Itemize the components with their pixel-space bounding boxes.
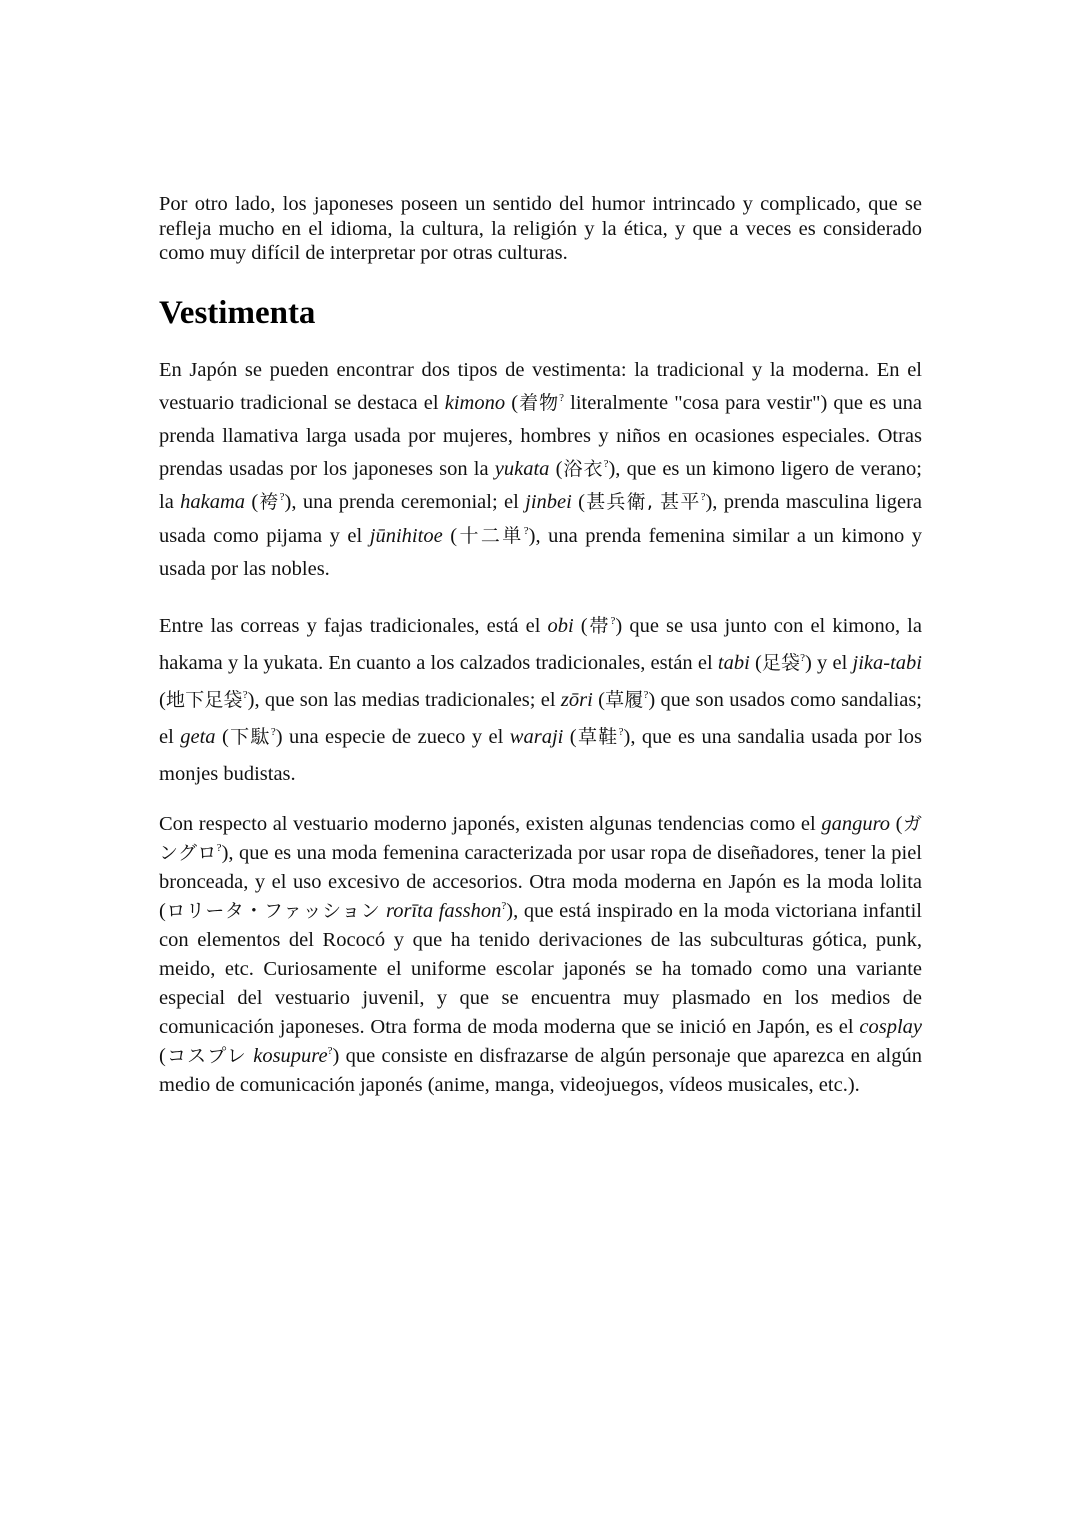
text: ), que es una sandalia usada por los monjes budistas. bbox=[159, 725, 922, 785]
japanese-jikatabi: 地下足袋 bbox=[165, 688, 243, 711]
text: ) y el bbox=[805, 651, 853, 674]
paragraph-modern-clothing bbox=[159, 810, 922, 1100]
term-jinbei: jinbei bbox=[525, 491, 572, 514]
text: ( bbox=[749, 651, 762, 674]
text: ( bbox=[592, 688, 605, 711]
note-link[interactable]: ? bbox=[610, 615, 616, 628]
term-ganguro: ganguro bbox=[821, 812, 891, 835]
text: Con respecto al vestuario moderno japonés, existen algunas tendencias como el bbox=[159, 812, 822, 835]
note-link[interactable]: ? bbox=[603, 458, 609, 471]
term-junihitoe: jūnihitoe bbox=[369, 524, 443, 547]
term-obi: obi bbox=[547, 614, 574, 637]
text: ( bbox=[159, 1044, 166, 1067]
text: En Japón se pueden encontrar dos tipos de vestimenta: la tradicional y la moderna. En el vestuario tradicional se destaca el bbox=[159, 358, 922, 414]
text: ), que está inspirado en la moda victoriana infantil con elementos del Rococó y que ha tenido derivaciones de las subculturas gótica, punk, meido, etc. Curiosamente el uniforme escolar japonés se ha tomado como una variante especial del vestuario juvenil, y que se encuentra muy plasmado en los medios de comunicación japoneses. Otra forma de moda moderna que se inició en Japón, es el bbox=[159, 899, 923, 1038]
term-jikatabi: jika-tabi bbox=[852, 651, 922, 674]
note-link[interactable]: ? bbox=[327, 1045, 333, 1058]
japanese-obi: 帯 bbox=[587, 614, 611, 637]
term-cosplay-romaji: kosupure bbox=[253, 1044, 328, 1067]
note-link[interactable]: ? bbox=[559, 391, 565, 404]
text: ), que es un kimono ligero de verano; la bbox=[159, 458, 922, 514]
text: ) una especie de zueco y el bbox=[275, 725, 510, 748]
term-lolita-romaji: rorīta fasshon bbox=[385, 899, 502, 922]
term-hakama: hakama bbox=[180, 491, 246, 514]
japanese-junihitoe: 十二単 bbox=[457, 524, 524, 547]
paragraph-belts-footwear bbox=[159, 608, 922, 793]
japanese-geta: 下駄 bbox=[228, 725, 271, 748]
term-kimono: kimono bbox=[444, 391, 506, 414]
text: ( bbox=[505, 391, 519, 414]
note-link[interactable]: ? bbox=[618, 726, 624, 739]
note-link[interactable]: ? bbox=[242, 689, 248, 702]
japanese-tabi: 足袋 bbox=[761, 651, 801, 674]
note-link[interactable]: ? bbox=[501, 900, 507, 913]
japanese-hakama: 袴 bbox=[258, 491, 280, 514]
text: ( bbox=[890, 812, 903, 835]
term-zori: zōri bbox=[560, 688, 593, 711]
text: ( bbox=[563, 725, 577, 748]
text: ( bbox=[442, 524, 458, 547]
japanese-yukata: 浴衣 bbox=[562, 458, 604, 481]
term-cosplay: cosplay bbox=[859, 1015, 922, 1038]
section-heading: Vestimenta bbox=[159, 294, 316, 331]
text: Entre las correas y fajas tradicionales, está el bbox=[159, 614, 548, 637]
text: ( bbox=[571, 491, 585, 514]
japanese-kimono: 着物 bbox=[518, 391, 560, 414]
note-link[interactable]: ? bbox=[523, 524, 529, 537]
note-link[interactable]: ? bbox=[270, 726, 276, 739]
note-link[interactable]: ? bbox=[700, 491, 706, 504]
note-link[interactable]: ? bbox=[800, 652, 805, 665]
japanese-ganguro: ガングロ bbox=[159, 812, 922, 864]
text: ), que es una moda femenina caracterizada por usar ropa de diseñadores, tener la piel bronceada, y el uso excesivo de accesorios. Otra moda moderna en Japón es la moda lolita ( bbox=[159, 841, 922, 922]
term-waraji: waraji bbox=[509, 725, 564, 748]
text: ( bbox=[549, 458, 563, 481]
note-link[interactable]: ? bbox=[643, 689, 649, 702]
text: ( bbox=[573, 614, 588, 637]
text: ) que se usa junto con el kimono, la hakama y la yukata. En cuanto a los calzados tradicionales, están el bbox=[159, 614, 922, 674]
text: ( bbox=[245, 491, 259, 514]
text: ) que son usados como sandalias; el bbox=[159, 688, 922, 748]
term-geta: geta bbox=[180, 725, 216, 748]
text: ), una prenda femenina similar a un kimono y usada por las nobles. bbox=[159, 524, 922, 580]
japanese-lolita: ロリータ・ファッション bbox=[165, 899, 381, 922]
note-link[interactable]: ? bbox=[216, 842, 222, 855]
japanese-jinbei: 甚兵衛, 甚平 bbox=[584, 491, 701, 514]
text: ), prenda masculina ligera usada como pijama y el bbox=[159, 491, 922, 547]
text: ( bbox=[159, 688, 166, 711]
japanese-zori: 草履 bbox=[604, 688, 644, 711]
term-tabi: tabi bbox=[717, 651, 750, 674]
text: ) que consiste en disfrazarse de algún personaje que aparezca en algún medio de comunicación japonés (anime, manga, videojuegos, vídeos musicales, etc.). bbox=[159, 1044, 922, 1096]
intro-paragraph: Por otro lado, los japoneses poseen un sentido del humor intrincado y complicado, que se refleja mucho en el idioma, la cultura, la religión y la ética, y que a veces es considerado como muy difícil de interpretar por otras culturas. bbox=[159, 193, 922, 264]
text: literalmente "cosa para vestir") que es una prenda llamativa larga usada por mujeres, hombres y niños en ocasiones especiales. Otras prendas usadas por los japoneses son la bbox=[159, 391, 922, 481]
text: ), que son las medias tradicionales; el bbox=[247, 688, 561, 711]
japanese-waraji: 草鞋 bbox=[576, 725, 619, 748]
note-link[interactable]: ? bbox=[279, 491, 285, 504]
japanese-cosplay: コスプレ bbox=[165, 1044, 247, 1067]
text: ( bbox=[215, 725, 229, 748]
paragraph-traditional-clothing bbox=[159, 354, 922, 586]
text: ), una prenda ceremonial; el bbox=[284, 491, 526, 514]
document-body bbox=[159, 192, 922, 1100]
term-yukata: yukata bbox=[494, 458, 550, 481]
